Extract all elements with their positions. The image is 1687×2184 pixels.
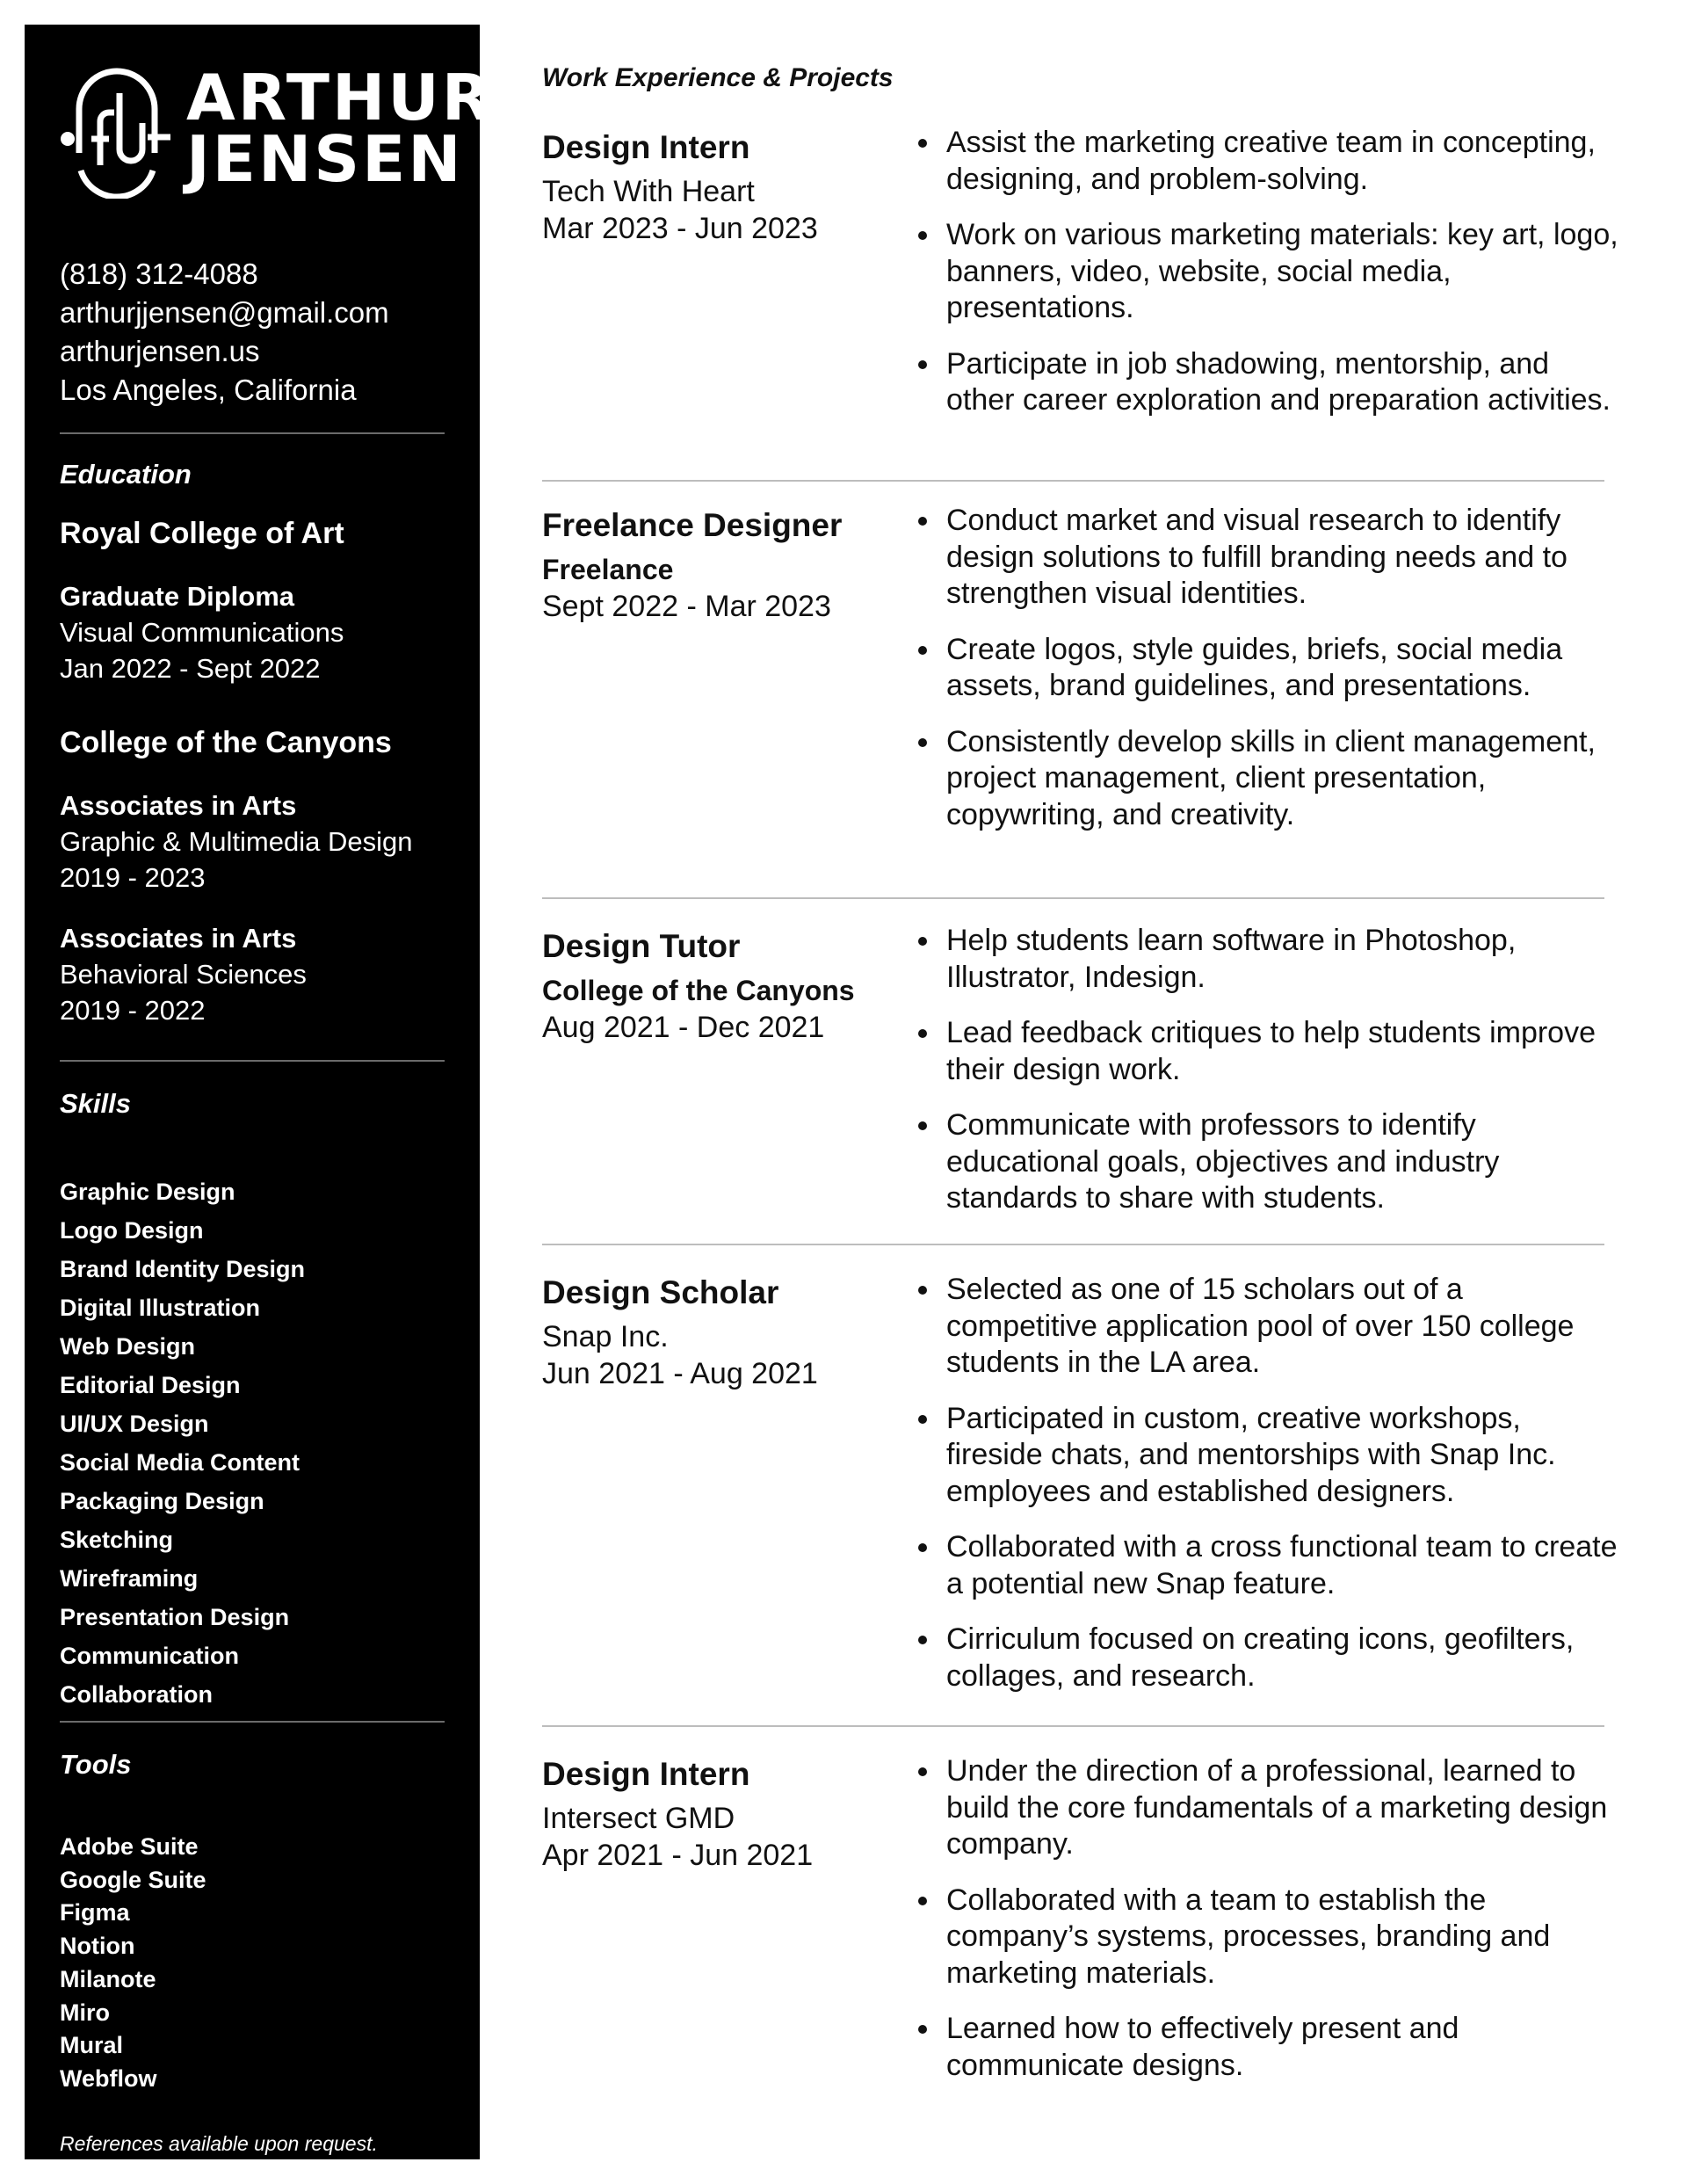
- tools-heading: Tools: [60, 1749, 132, 1780]
- tool-item: Webflow: [60, 2064, 157, 2092]
- work-heading: Work Experience & Projects: [542, 63, 894, 92]
- school-name: College of the Canyons: [60, 726, 392, 759]
- name-wordmark: [186, 61, 494, 196]
- list-item: Help students learn software in Photoshop, Illustrator, Indesign.: [916, 923, 1619, 996]
- references-note: References available upon request.: [60, 2132, 378, 2155]
- skills-heading: Skills: [60, 1088, 131, 1119]
- list-item: Communicate with professors to identify educational goals, objectives and industry standards to share with students.: [916, 1107, 1619, 1217]
- skill-item: Communication: [60, 1643, 240, 1669]
- skill-item: Logo Design: [60, 1217, 204, 1244]
- degree-entry: [60, 578, 344, 686]
- job-dates: Aug 2021 - Dec 2021: [542, 1011, 825, 1044]
- degree-dates: 2019 - 2022: [60, 995, 206, 1026]
- first-name: ARTHUR: [186, 61, 494, 134]
- degree-entry: [60, 787, 412, 896]
- skill-item: Packaging Design: [60, 1488, 264, 1514]
- tool-item: Mural: [60, 2032, 124, 2059]
- job-meta: [542, 504, 911, 624]
- skill-item: Web Design: [60, 1333, 196, 1360]
- job-bullets: [916, 503, 1619, 853]
- list-item: Assist the marketing creative team in concepting, designing, and problem-solving.: [916, 125, 1619, 198]
- job-meta: [542, 127, 911, 246]
- divider: [60, 1060, 445, 1062]
- divider: [60, 432, 445, 434]
- skill-item: UI/UX Design: [60, 1411, 209, 1437]
- list-item: Cirriculum focused on creating icons, geofilters, collages, and research.: [916, 1622, 1619, 1694]
- contact-phone: (818) 312-4088: [60, 258, 258, 290]
- job-title: Design Intern: [542, 1756, 750, 1792]
- job-meta: [542, 1272, 911, 1391]
- job-dates: Apr 2021 - Jun 2021: [542, 1839, 814, 1872]
- job-org: Freelance: [542, 554, 674, 585]
- skill-item: Presentation Design: [60, 1604, 290, 1630]
- contact-website: arthurjensen.us: [60, 335, 260, 367]
- degree-dates: 2019 - 2023: [60, 862, 206, 893]
- job-dates: Mar 2023 - Jun 2023: [542, 212, 818, 245]
- contact-email: arthurjjensen@gmail.com: [60, 296, 389, 329]
- skill-item: Sketching: [60, 1527, 174, 1553]
- skill-item: Social Media Content: [60, 1449, 300, 1476]
- skill-item: Digital Illustration: [60, 1295, 261, 1321]
- contact-location: Los Angeles, California: [60, 374, 357, 406]
- tool-item: Miro: [60, 1999, 110, 2026]
- job-title: Design Intern: [542, 129, 750, 165]
- degree-entry: [60, 920, 307, 1028]
- tool-item: Figma: [60, 1899, 130, 1926]
- list-item: Learned how to effectively present and communicate designs.: [916, 2011, 1619, 2084]
- job-title: Freelance Designer: [542, 507, 843, 543]
- contact-info: [60, 255, 389, 410]
- job-title: Design Scholar: [542, 1274, 779, 1310]
- last-name: JENSEN: [186, 122, 464, 196]
- list-item: Selected as one of 15 scholars out of a competitive application pool of over 150 college students in the LA area.: [916, 1272, 1619, 1382]
- list-item: Participate in job shadowing, mentorship, and other career exploration and preparation activities.: [916, 346, 1619, 419]
- list-item: Lead feedback critiques to help students improve their design work.: [916, 1015, 1619, 1088]
- degree-field: Behavioral Sciences: [60, 959, 307, 990]
- sidebar: [25, 25, 494, 2159]
- degree-title: Associates in Arts: [60, 790, 297, 821]
- list-item: Collaborated with a team to establish the company’s systems, processes, branding and marketing materials.: [916, 1883, 1619, 1992]
- education-heading: Education: [60, 459, 192, 490]
- job-org: Tech With Heart: [542, 175, 755, 208]
- list-item: Under the direction of a professional, learned to build the core fundamentals of a marketing design company.: [916, 1753, 1619, 1863]
- job-bullets: [916, 1753, 1619, 2103]
- job-org: Intersect GMD: [542, 1802, 735, 1835]
- aj-monogram-icon: [60, 58, 174, 199]
- divider: [542, 1725, 1604, 1727]
- job-bullets: [916, 1272, 1619, 1714]
- degree-dates: Jan 2022 - Sept 2022: [60, 653, 321, 684]
- job-org: College of the Canyons: [542, 975, 855, 1006]
- list-item: Conduct market and visual research to identify design solutions to fulfill branding needs and to strengthen visual identities.: [916, 503, 1619, 613]
- list-item: Work on various marketing materials: key art, logo, banners, video, website, social media, presentations.: [916, 217, 1619, 327]
- degree-field: Visual Communications: [60, 617, 344, 648]
- list-item: Participated in custom, creative workshops, fireside chats, and mentorships with Snap Inc. employees and established designers.: [916, 1401, 1619, 1511]
- job-org: Snap Inc.: [542, 1320, 669, 1353]
- divider: [542, 1244, 1604, 1245]
- job-meta: [542, 1753, 911, 1873]
- tool-item: Milanote: [60, 1965, 156, 1992]
- job-bullets: [916, 923, 1619, 1237]
- degree-title: Graduate Diploma: [60, 581, 294, 612]
- skill-item: Graphic Design: [60, 1179, 235, 1205]
- skill-item: Editorial Design: [60, 1372, 241, 1398]
- job-dates: Sept 2022 - Mar 2023: [542, 590, 831, 623]
- degree-field: Graphic & Multimedia Design: [60, 826, 413, 857]
- skill-item: Brand Identity Design: [60, 1256, 306, 1282]
- job-bullets: [916, 125, 1619, 439]
- list-item: Collaborated with a cross functional team to create a potential new Snap feature.: [916, 1529, 1619, 1602]
- divider: [542, 897, 1604, 899]
- skill-item: Wireframing: [60, 1565, 199, 1592]
- logo: [60, 58, 493, 199]
- tool-item: Notion: [60, 1933, 135, 1960]
- degree-title: Associates in Arts: [60, 923, 297, 954]
- skills-list: [60, 1172, 305, 1714]
- list-item: Create logos, style guides, briefs, social media assets, brand guidelines, and presentations.: [916, 632, 1619, 705]
- tools-list: [60, 1831, 206, 2096]
- tool-item: Google Suite: [60, 1866, 206, 1893]
- job-meta: [542, 925, 911, 1045]
- divider: [542, 480, 1604, 482]
- school-name: Royal College of Art: [60, 517, 344, 550]
- tool-item: Adobe Suite: [60, 1833, 199, 1860]
- job-dates: Jun 2021 - Aug 2021: [542, 1357, 818, 1390]
- list-item: Consistently develop skills in client management, project management, client presentation, copywriting, and creativity.: [916, 724, 1619, 834]
- job-title: Design Tutor: [542, 928, 741, 964]
- skill-item: Collaboration: [60, 1681, 213, 1708]
- divider: [60, 1721, 445, 1723]
